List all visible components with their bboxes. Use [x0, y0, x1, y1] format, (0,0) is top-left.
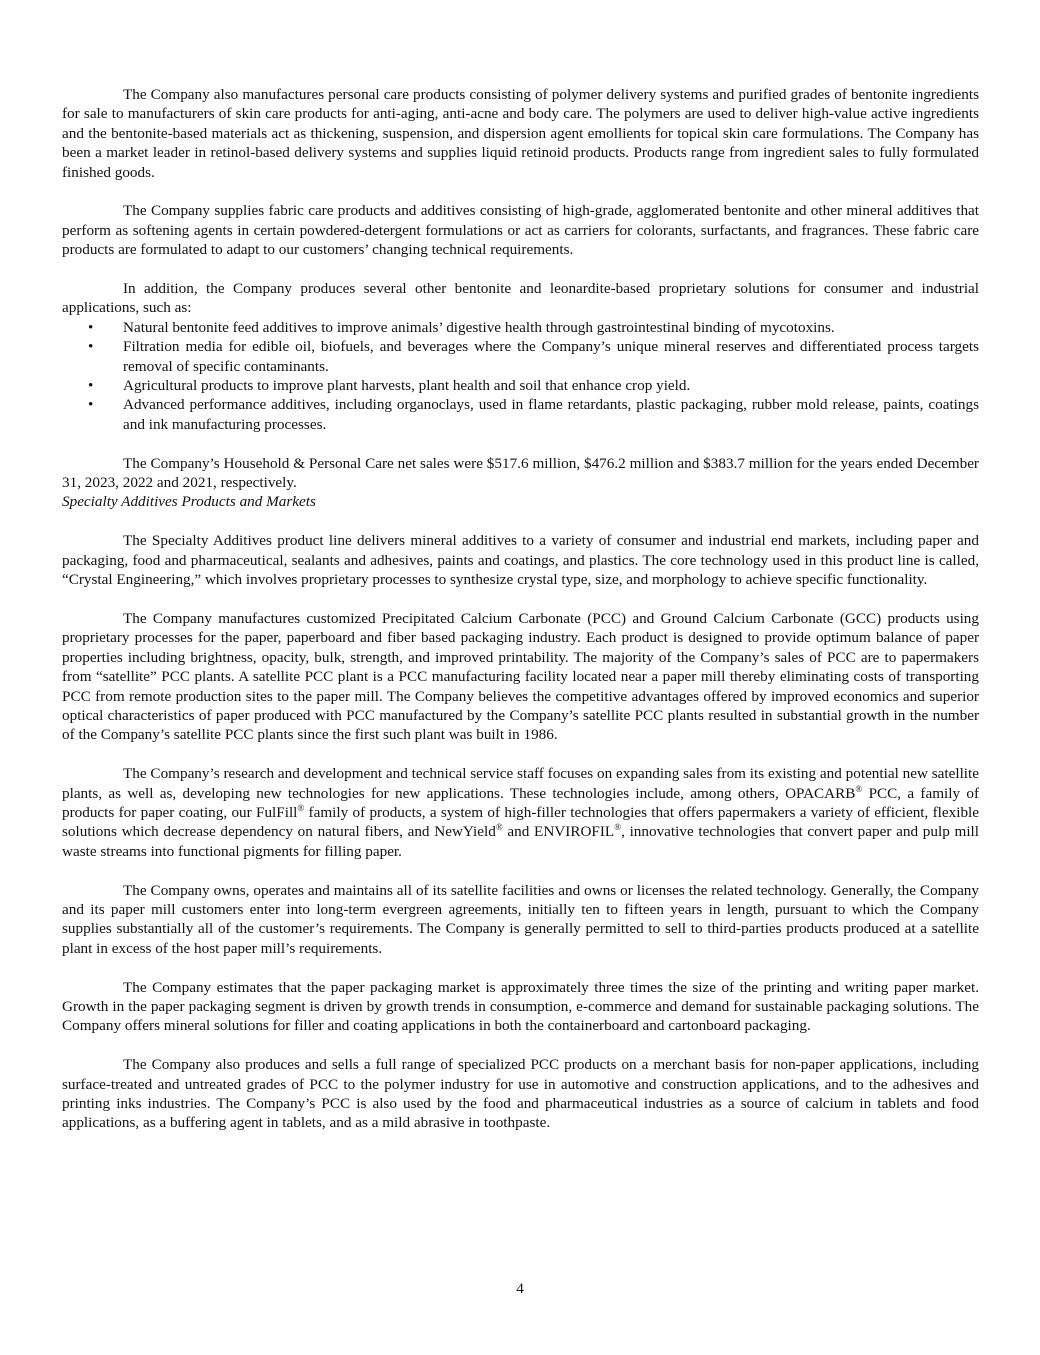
list-item — [62, 376, 979, 395]
bullet-text: Advanced performance additives, including organoclays, used in flame retardants, plastic packaging, rubber mold release, paints, coatings and ink manufacturing processes. — [123, 396, 979, 433]
registered-mark: ® — [614, 822, 622, 833]
bullet-text: Agricultural products to improve plant harvests, plant health and soil that enhance crop yield. — [123, 377, 691, 395]
bullet-icon: • — [88, 377, 94, 395]
registered-mark: ® — [297, 802, 305, 813]
paragraph-paper-packaging: The Company estimates that the paper packaging market is approximately three times the size of the printing and writing paper market. Growth in the paper packaging segment is driven by growth trends in consumption, e-commerce and demand for sustainable packaging solutions. The Company offers mineral solutions for filler and coating applications in both the containerboard and cartonboard packaging. — [62, 978, 979, 1035]
bullet-icon: • — [88, 396, 94, 414]
paragraph-net-sales: The Company’s Household & Personal Care net sales were $517.6 million, $476.2 million and $383.7 million for the years ended December 31, 2023, 2022 and 2021, respectively. — [62, 454, 979, 492]
list-item — [62, 395, 979, 434]
paragraph-fabric-care: The Company supplies fabric care products and additives consisting of high-grade, agglomerated bentonite and other mineral additives that perform as softening agents in certain powdered-detergent formulations or act as carriers for colorants, surfactants, and fragrances. These fabric care products are formulated to adapt to our customers’ changing technical requirements. — [62, 202, 979, 259]
document-page — [62, 85, 979, 1133]
page-number: 4 — [516, 1280, 524, 1297]
paragraph-specialty-additives: The Specialty Additives product line delivers mineral additives to a variety of consumer and industrial end markets, including paper and packaging, food and pharmaceutical, sealants and adhesives, paints and coatings, and plastics. The core technology used in this product line is called, “Crystal Engineering,” which involves proprietary processes to synthesize crystal type, size, and morphology to achieve specific functionality. — [62, 532, 979, 589]
paragraph-research-development — [62, 764, 979, 861]
registered-mark: ® — [855, 783, 863, 794]
text-run: , innovative technologies that convert paper and pulp mill waste streams into functional pigments for filling paper. — [62, 823, 979, 860]
list-item — [62, 337, 979, 376]
list-item — [62, 318, 979, 337]
paragraph-other-solutions: In addition, the Company produces several other bentonite and leonardite-based proprietary solutions for consumer and industrial applications, such as: — [62, 280, 979, 317]
bullet-icon: • — [88, 318, 94, 336]
bullet-text: Filtration media for edible oil, biofuels, and beverages where the Company’s unique mineral reserves and differentiated process targets removal of specific contaminants. — [123, 338, 979, 375]
text-run: and ENVIROFIL — [502, 823, 615, 841]
bullet-text: Natural bentonite feed additives to improve animals’ digestive health through gastrointestinal binding of mycotoxins. — [123, 318, 835, 336]
paragraph-pcc-gcc: The Company manufactures customized Precipitated Calcium Carbonate (PCC) and Ground Calcium Carbonate (GCC) products using proprietary processes for the paper, paperboard and fiber based packaging industry. Each product is designed to provide optimum balance of paper properties including brightness, opacity, bulk, strength, and improved printability. The majority of the Company’s sales of PCC are to papermakers from “satellite” PCC plants. A satellite PCC plant is a PCC manufacturing facility located near a paper mill thereby eliminating costs of transporting PCC from remote production sites to the paper mill. The Company believes the competitive advantages offered by improved economics and superior optical characteristics of paper produced with PCC manufactured by the Company’s satellite PCC plants resulted in substantial growth in the number of the Company’s satellite PCC plants since the first such plant was built in 1986. — [62, 609, 979, 744]
paragraph-satellite-facilities: The Company owns, operates and maintains all of its satellite facilities and owns or licenses the related technology. Generally, the Company and its paper mill customers enter into long-term evergreen agreements, initially ten to fifteen years in length, pursuant to which the Company supplies substantially all of the customer’s requirements. The Company is generally permitted to sell to third-parties products produced at a satellite plant in excess of the host paper mill’s requirements. — [62, 881, 979, 957]
text-run: The Company’s research and development and technical service staff focuses on expanding sales from its existing and potential new satellite plants, as well as, developing new technologies for new applications. These technologies include, among others, OPACARB — [62, 765, 979, 802]
paragraph-personal-care: The Company also manufactures personal care products consisting of polymer delivery systems and purified grades of bentonite ingredients for sale to manufacturers of skin care products for anti-aging, anti-acne and body care. The polymers are used to deliver high-value active ingredients and the bentonite-based materials act as thickening, suspension, and dispersion agent emollients for topical skin care formulations. The Company has been a market leader in retinol-based delivery systems and supplies liquid retinoid products. Products range from ingredient sales to fully formulated finished goods. — [62, 86, 979, 181]
text-run: family of products, a system of high-filler technologies that offers papermakers a variety of efficient, flexible solutions which decrease dependency on natural fibers, and NewYield — [62, 803, 979, 841]
section-heading: Specialty Additives Products and Markets — [62, 493, 316, 511]
registered-mark: ® — [495, 822, 503, 833]
applications-bullet-list — [62, 318, 979, 434]
text-run: PCC, a family of products for paper coating, our FulFill — [62, 784, 980, 821]
bullet-icon: • — [88, 338, 94, 356]
paragraph-merchant-pcc: The Company also produces and sells a full range of specialized PCC products on a merchant basis for non-paper applications, including surface-treated and untreated grades of PCC to the polymer industry for use in automotive and construction applications, and to the adhesives and printing inks industries. The Company’s PCC is also used by the food and pharmaceutical industries as a source of calcium in tablets and food applications, as a buffering agent in tablets, and as a mild abrasive in toothpaste. — [62, 1056, 979, 1132]
